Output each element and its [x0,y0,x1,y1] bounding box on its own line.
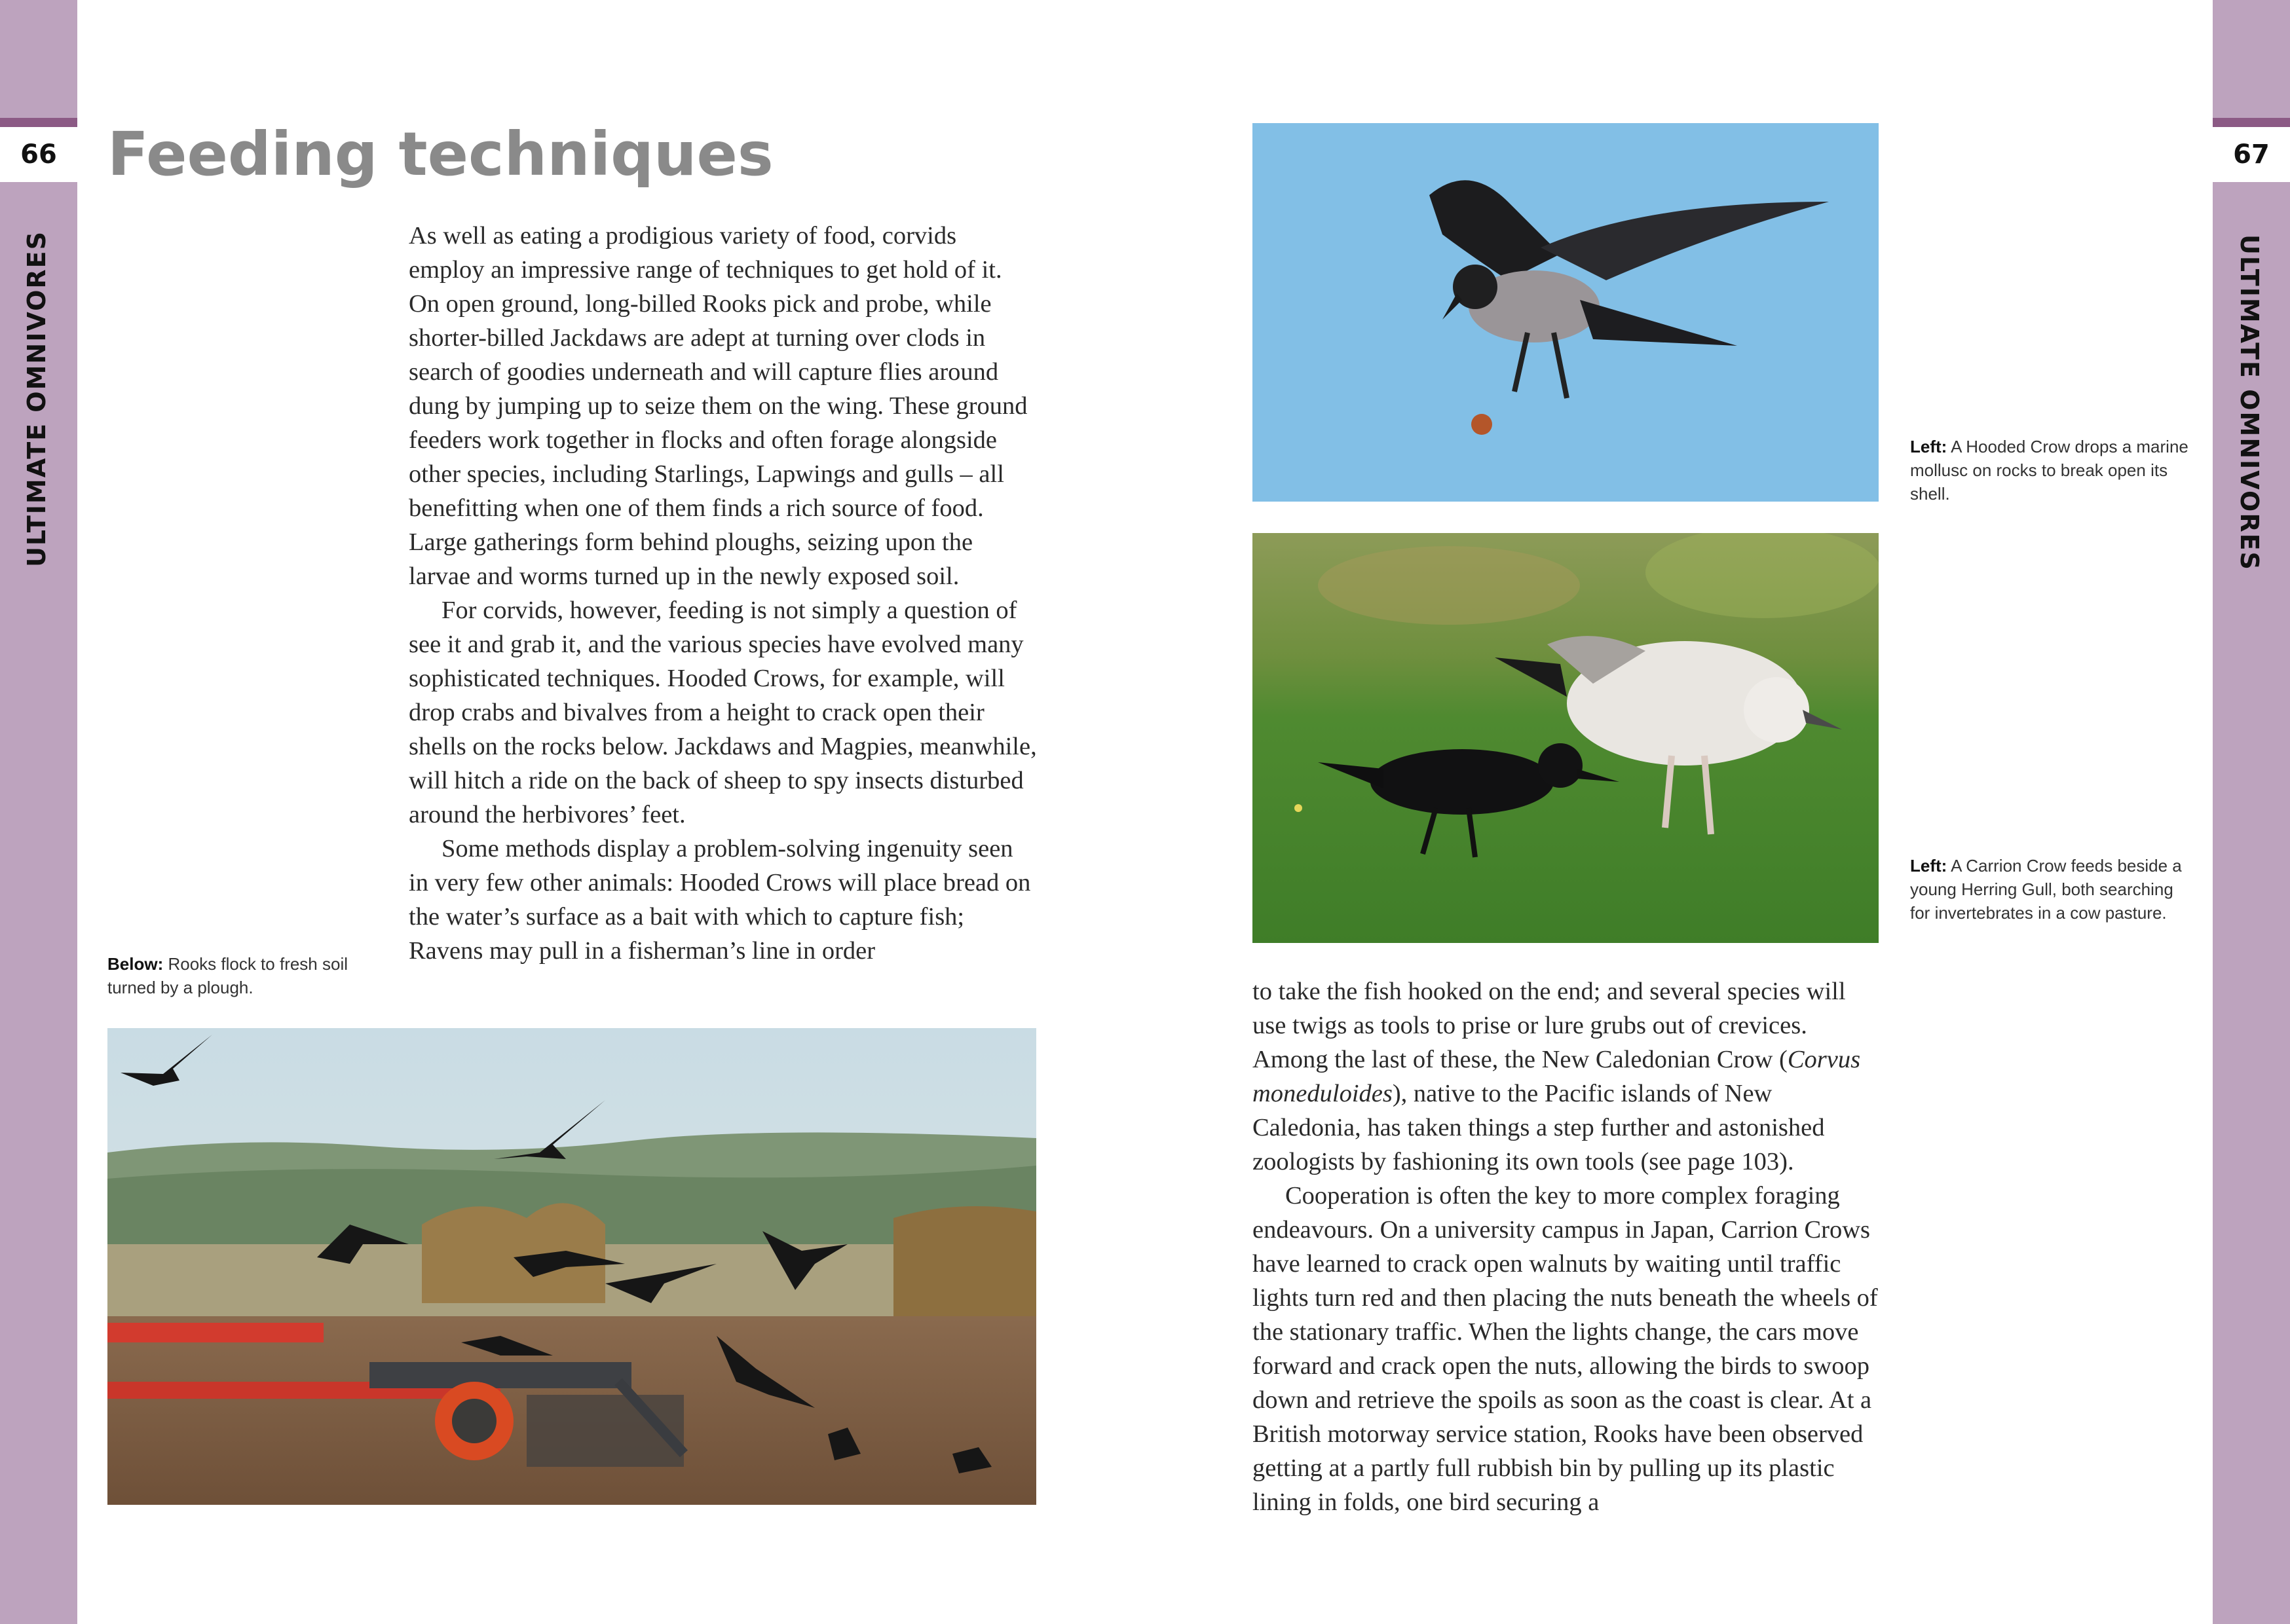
caption-crow-gull-text: A Carrion Crow feeds beside a young Herring Gull, both searching for invertebrates in a cow pasture. [1910,856,2182,923]
right-paragraph-2: Cooperation is often the key to more complex foraging endeavours. On a university campus in Japan, Carrion Crows have learned to crack open walnuts by waiting until traffic lights turn red and then placing the nuts beneath the wheels of the stationary traffic. When the lights change, the cars move forward and crack open the nuts, allowing the birds to swoop down and retrieve the spoils as soon as the coast is clear. At a British motorway service station, Rooks have been observed getting at a partly full rubbish bin by pulling up its plastic lining in folds, one bird securing a [1252,1182,1878,1516]
right-paragraph-1-start: to take the fish hooked on the end; and several species will use twigs as tools to prise or lure grubs out of crevices. Among the last of these, the New Caledonian Crow ( [1252,978,1846,1073]
photo-crow-gull-image [1252,533,1879,943]
photo-rooks-plough-image [107,1028,1036,1505]
side-label-right: ULTIMATE OMNIVORES [2235,234,2264,571]
photo-crow-gull [1252,533,1879,943]
left-strip-accent [0,118,77,127]
photo-hooded-crow [1252,123,1879,502]
species-name-italic: Corvus moneduloides [1252,1046,1861,1107]
side-label-left: ULTIMATE OMNIVORES [22,231,51,567]
right-paragraph-1 [1252,974,1884,1179]
photo-rooks-plough [107,1028,1036,1505]
caption-hooded-crow-lead: Left: [1910,437,1947,456]
caption-crow-gull [1910,854,2192,925]
caption-below [107,952,369,999]
caption-crow-gull-lead: Left: [1910,856,1947,876]
left-paragraph-1: As well as eating a prodigious variety of food, corvids employ an impressive range of techniques to get hold of it. On open ground, long-billed Rooks pick and probe, while shorter-billed Jackdaws are adept at turning over clods in search of goodies underneath and will capture flies around dung by jumping up to seize them on the wing. These ground feeders work together in flocks and often forage alongside other species, including Starlings, Lapwings and gulls – all benefitting when one of them finds a rich source of food. Large gatherings form behind ploughs, seizing upon the larvae and worms turned up in the newly exposed soil. [409,222,1028,590]
right-body-text [1252,974,1884,1519]
page-title: Feeding techniques [107,119,774,189]
photo-hooded-crow-image [1252,123,1879,502]
page-number-right: 67 [2213,127,2290,182]
left-body-text [409,219,1038,968]
page-number-left: 66 [0,127,77,182]
right-strip-accent [2213,118,2290,127]
caption-hooded-crow-text: A Hooded Crow drops a marine mollusc on rocks to break open its shell. [1910,437,2188,504]
right-paragraph-1-end: ), native to the Pacific islands of New Caledonia, has taken things a step further and astonished zoologists by fashioning its own tools (see page 103). [1252,1080,1825,1175]
caption-below-text: Rooks flock to fresh soil turned by a plough. [107,954,348,997]
caption-hooded-crow [1910,435,2192,506]
caption-below-lead: Below: [107,954,164,974]
left-paragraph-3: Some methods display a problem-solving ingenuity seen in very few other animals: Hooded Crows will place bread on the water’s surface as a bait with which to capture fish; Ravens may pull in a fisherman’s line in order [409,835,1031,965]
left-paragraph-2: For corvids, however, feeding is not simply a question of see it and grab it, and the various species have evolved many sophisticated techniques. Hooded Crows, for example, will drop crabs and bivalves from a height to crack open their shells on the rocks below. Jackdaws and Magpies, meanwhile, will hitch a ride on the back of sheep to spy insects disturbed around the herbivores’ feet. [409,597,1037,828]
